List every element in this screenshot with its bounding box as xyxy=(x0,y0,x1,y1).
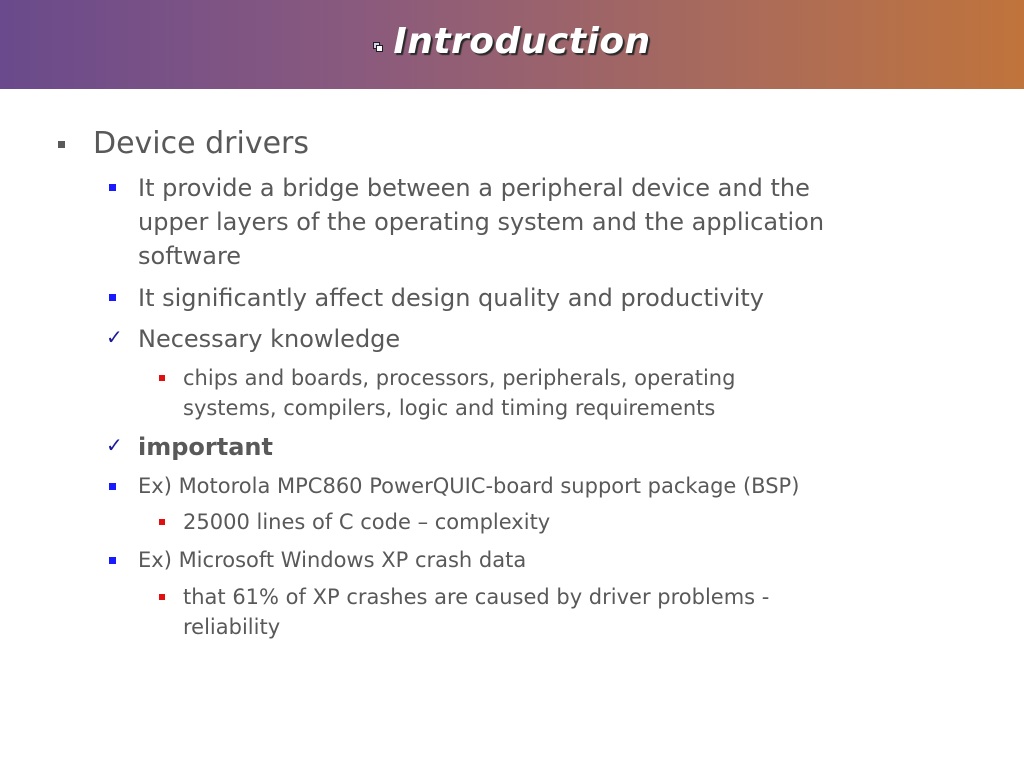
bullet-bridge-line2: upper layers of the operating system and the application xyxy=(138,208,825,236)
title-area xyxy=(0,0,1024,89)
level3-bullet-icon xyxy=(159,594,165,600)
bullet-microsoft: Ex) Microsoft Windows XP crash data xyxy=(138,548,527,572)
bullet-bridge-line1: It provide a bridge between a peripheral device and the xyxy=(138,174,810,202)
bullet-crashes-line1: that 61% of XP crashes are caused by driver problems - xyxy=(183,585,770,609)
level2-bullet-icon xyxy=(109,184,116,191)
level3-bullet-icon xyxy=(159,375,165,381)
bullet-necessary-knowledge: Necessary knowledge xyxy=(138,325,401,353)
slide-title: Introduction xyxy=(393,21,651,62)
level1-bullet-icon xyxy=(58,141,65,148)
bullet-crashes-line2: reliability xyxy=(183,615,281,639)
level2-bullet-icon xyxy=(109,557,116,564)
level2-bullet-icon xyxy=(109,294,116,301)
window-squares-icon xyxy=(373,42,383,52)
bullet-lines-of-code: 25000 lines of C code – complexity xyxy=(183,510,551,534)
level2-bullet-icon xyxy=(109,483,116,490)
bullet-bridge-line3: software xyxy=(138,242,242,270)
bullet-motorola: Ex) Motorola MPC860 PowerQUIC-board support package (BSP) xyxy=(138,474,800,498)
bullet-chips-line2: systems, compilers, logic and timing requirements xyxy=(183,396,716,420)
bullet-important: important xyxy=(138,433,273,461)
check-mark-icon: ✓ xyxy=(106,325,123,349)
bullet-device-drivers: Device drivers xyxy=(93,126,310,161)
bullet-chips-line1: chips and boards, processors, peripherals, operating xyxy=(183,366,736,390)
level3-bullet-icon xyxy=(159,519,165,525)
check-mark-icon: ✓ xyxy=(106,433,123,457)
bullet-affect: It significantly affect design quality and productivity xyxy=(138,284,765,312)
